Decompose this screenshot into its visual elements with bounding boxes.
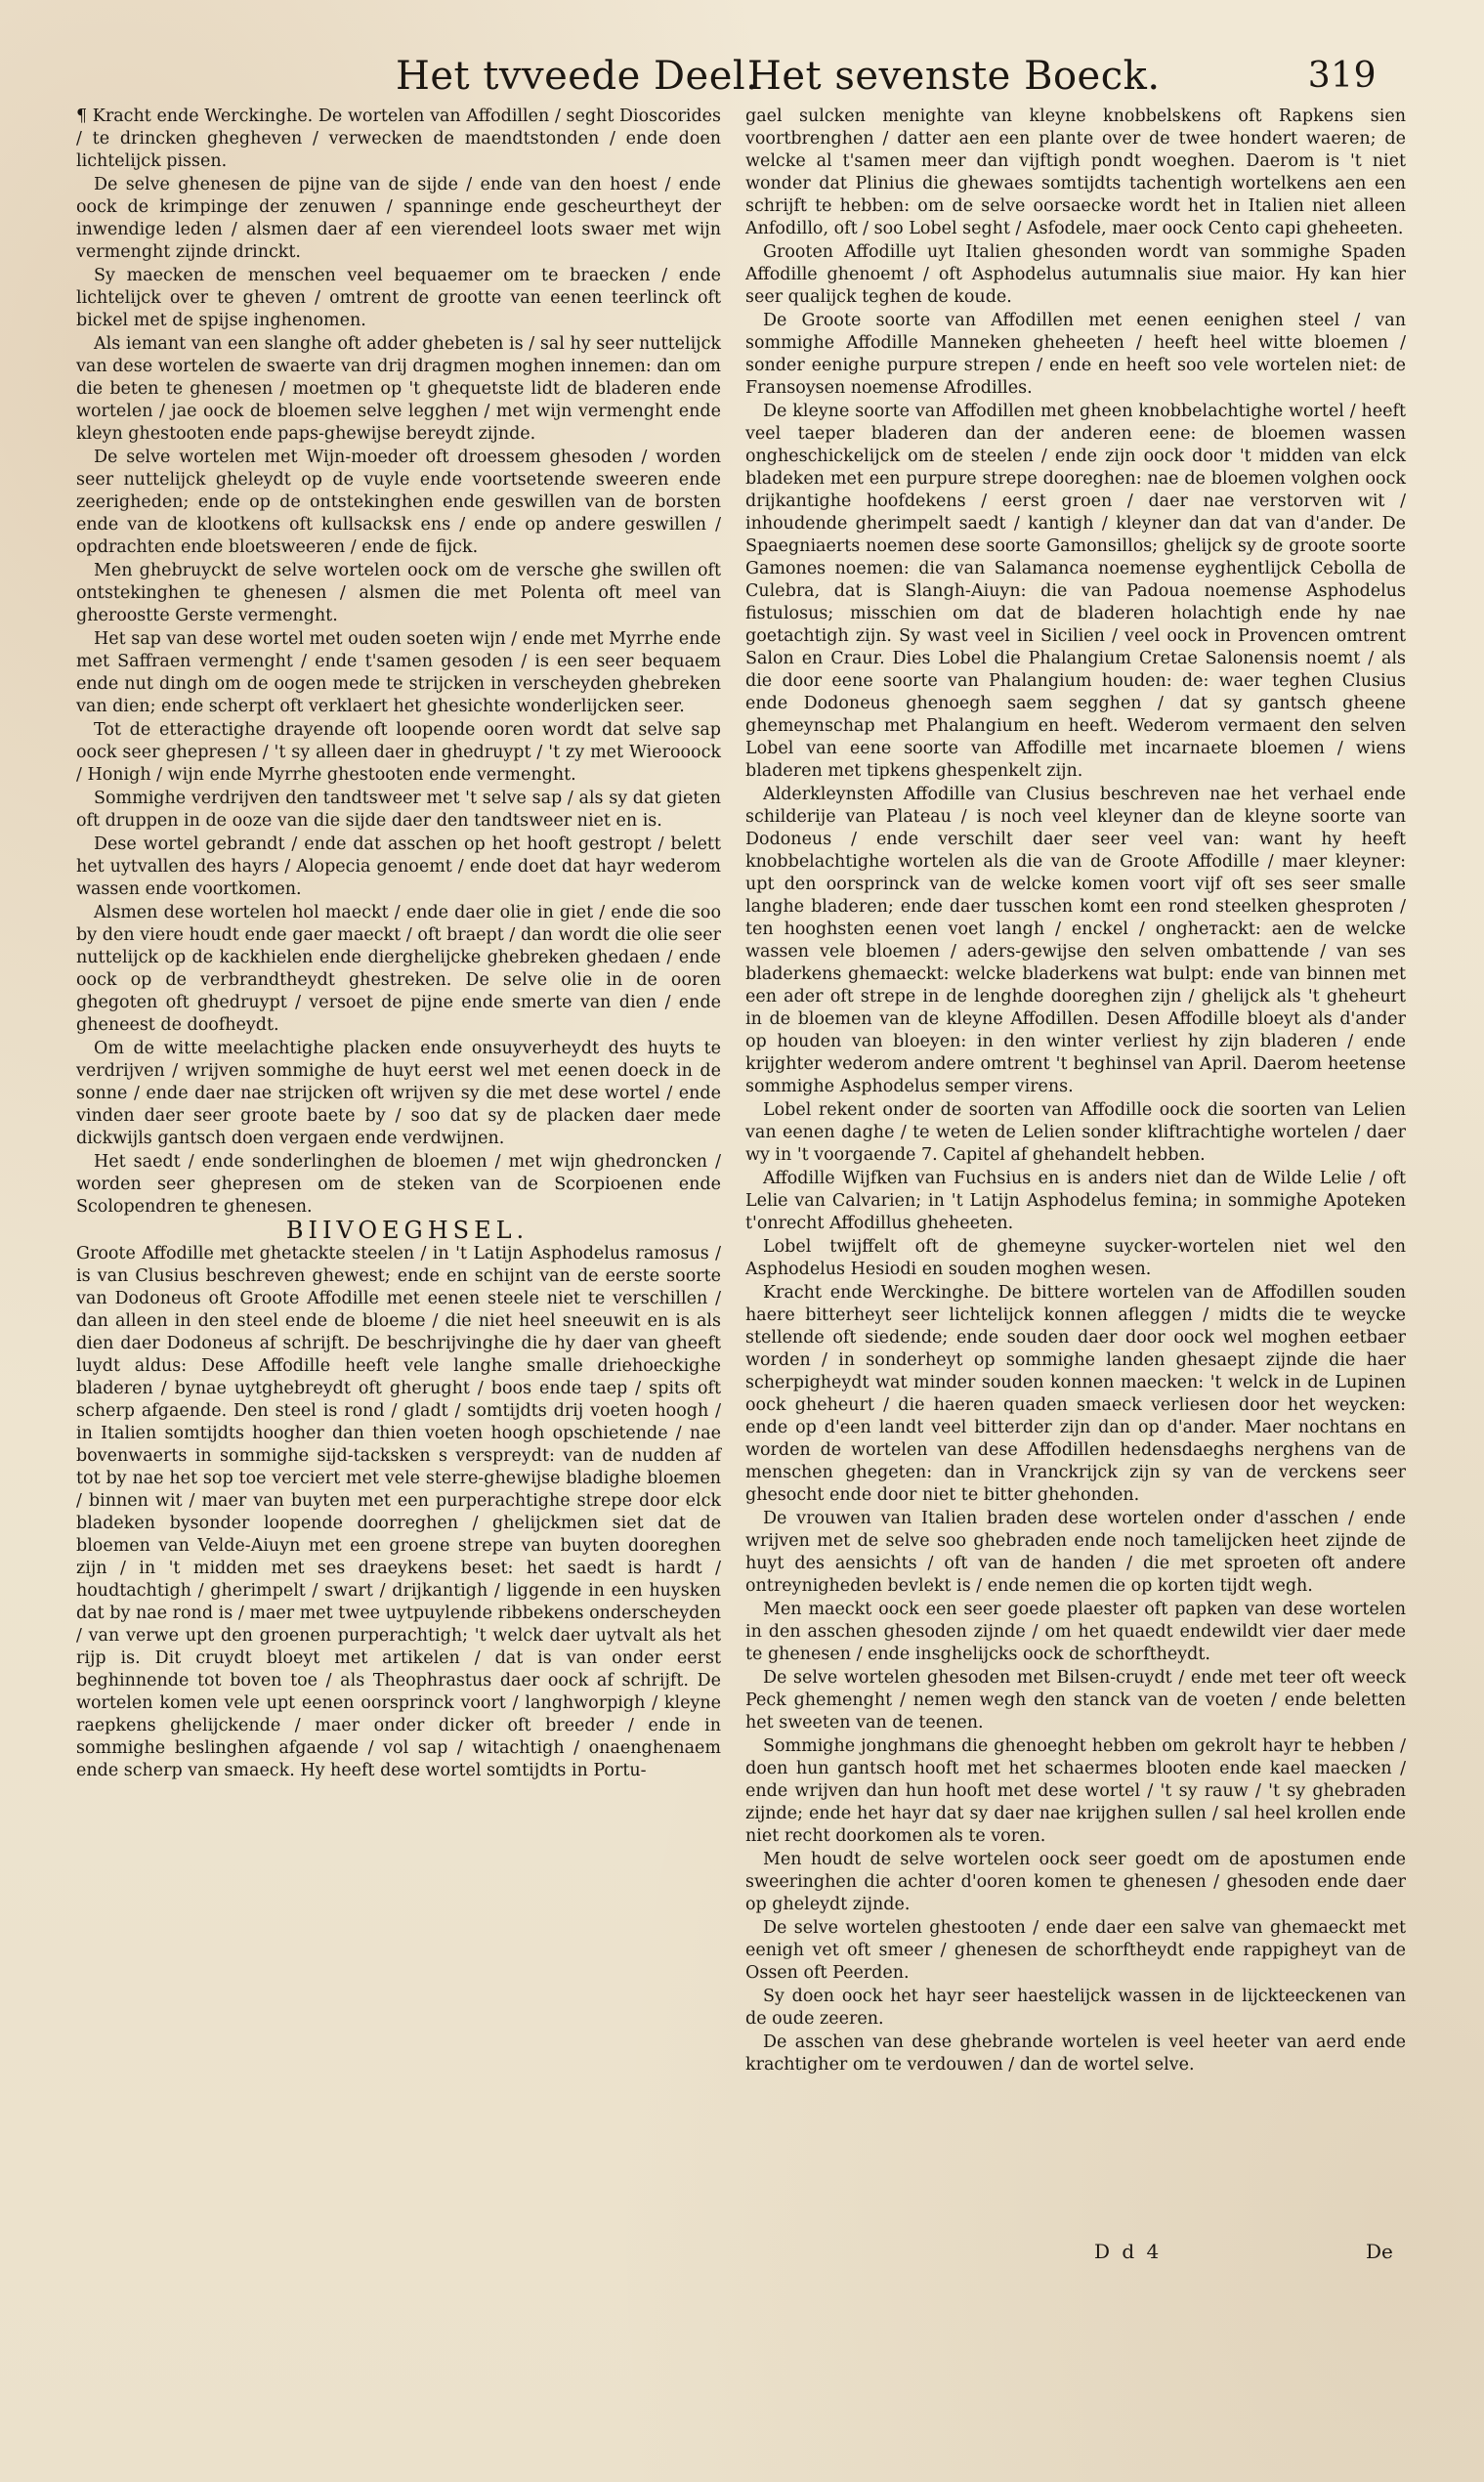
paragraph: De selve wortelen met Wijn-moeder oft droessem ghesoden / worden seer nuttelijck gheleydt op de vuyle ende voortsetende sweeren ende zeerigheden; ende op de ontstekinghen ende geswillen van de borsten ende van de klootkens oft kullsacksk ens / ende op andere geswillen / opdrachten ende bloetsweeren / ende de fijck. (76, 448, 721, 557)
paragraph: Als iemant van een slanghe oft adder ghebeten is / sal hy seer nuttelijck van dese wortelen de swaerte van drij dragmen moghen innemen: dan om die beten te ghenesen / moetmen op 't ghequetste lidt de bladeren ende wortelen / jae oock de bloemen selve legghen / met wijn vermenght ende kleyn ghestooten ende paps-ghewijse bereydt zijnde. (76, 334, 721, 444)
paragraph: Kracht ende Werckinghe. De bittere wortelen van de Affodillen souden haere bitterheyt seer lichtelijck konnen afleggen / midts die te weycke stellende oft siedende; ende souden daer door oock wel moghen eetbaer worden / in sonderheyt op sommighe landen ghesaept zijnde die haer scherpigheydt wat minder souden konnen maecken: 't welck in de Lupinen oock gheheurt / die haeren quaden smaeck verliesen door het weycken: ende op d'een landt veel bitterder zijn dan op d'ander. Maer nochtans en worden de wortelen van dese Affodillen hedensdaeghs nerghens van de menschen ghegeten: dan in Vranckrijck zijn sy van de verckens seer ghesocht ende door niet te bitter ghehonden. (745, 1283, 1406, 1505)
paragraph: ¶ Kracht ende Werckinghe. De wortelen van Affodillen / seght Dioscorides / te drincken ghegheven / verwecken de maendtstonden / ende doen lichtelijck pissen. (76, 107, 721, 171)
paragraph: De selve ghenesen de pijne van de sijde / ende van den hoest / ende oock de krimpinge der zenuwen / spanninge ende gescheurtheyt der inwendige leden / alsmen daer af een vierendeel loots swaer met wijn vermenght zijnde drinckt. (76, 175, 721, 262)
paragraph: Affodille Wijfken van Fuchsius en is anders niet dan de Wilde Lelie / oft Lelie van Calvarien; in 't Latijn Asphodelus femina; in sommighe Apoteken t'onrecht Affodillus gheheeten. (745, 1169, 1406, 1233)
header-book-title: Het sevenste Boeck. (747, 54, 1161, 99)
catchword: De (1366, 2240, 1393, 2263)
paragraph: De Groote soorte van Affodillen met eenen eenighen steel / van sommighe Affodille Manneken gheheeten / heeft heel witte bloemen / sonder eenighe purpure strepen / ende en heeft soo vele wortelen niet: de Fransoysen noemense Afrodilles. (745, 311, 1406, 398)
addendum-paragraph: Groote Affodille met ghetackte steelen / in 't Latijn Asphodelus ramosus / is van Clusius beschreven ghewest; ende en schijnt van de eerste soorte van Dodoneus oft Groote Affodille met eenen steele niet te verschillen / dan alleen in den steel ende de bloeme / die niet heel sneeuwit en is als dien daer Dodoneus af schrijft. De beschrijvinghe die hy daer van gheeft luydt aldus: Dese Affodille heeft vele langhe smalle driehoeckighe bladeren / bynae uytghebreydt oft gherught / boos ende taep / spits oft scherp afgaende. Den steel is rond / gladt / somtijdts drij voeten hoogh / in Italien somtijdts hoogher dan thien voeten hoogh opschietende / nae bovenwaerts in sommighe sijd-tacksken s verspreydt: van de nudden af tot by nae het sop toe verciert met vele sterre-ghewijse bladighe bloemen / binnen wit / maer van buyten met een purperachtighe strepe door elck bladeken bysonder loopende doorreghen / ghelijckmen siet dat de bloemen van Velde-Aiuyn met een groene strepe van buyten dooreghen zijn / in 't midden met ses draeykens beset: het saedt is hardt / houdtachtigh / gherimpelt / swart / drijkantigh / liggende in een huysken dat by nae rond is / maer met twee uytpuylende ribbekens onderscheyden / van verwe upt den groenen purperachtigh; 't welck daer uytvalt als het rijp is. Dit cruydt bloeyt met artikelen / dat is van onder eerst beghinnende tot boven toe / als Theophrastus daer oock af schrijft. De wortelen komen vele upt eenen oorsprinck voort / langhworpigh / kleyne raepkens ghelijckende / maer onder dicker oft breeder / ende in sommighe beslinghen afgaende / vol sap / witachtigh / onaenghenaem ende scherp van smaeck. Hy heeft dese wortel somtijdts in Portu- (76, 1244, 721, 1780)
paragraph: Men maeckt oock een seer goede plaester oft papken van dese wortelen in den asschen ghesoden zijnde / om het quaedt endewildt vier daer mede te ghenesen / ende insghelijcks oock de schorftheydt. (745, 1600, 1406, 1664)
paragraph: Sommighe jonghmans die ghenoeght hebben om gekrolt hayr te hebben / doen hun gantsch hooft met het schaermes blooten ende kael maecken / ende wrijven dan hun hooft met dese wortel / 't sy rauw / 't sy ghebraden zijnde; ende het hayr dat sy daer nae krijghen sullen / sal heel krollen ende niet recht doorkomen als te voren. (745, 1736, 1406, 1846)
right-column (745, 106, 1406, 2077)
paragraph: Men ghebruyckt de selve wortelen oock om de versche ghe swillen oft ontstekinghen te ghenesen / alsmen die met Polenta oft meel van gheroostte Gerste vermenght. (76, 561, 721, 625)
paragraph: Lobel rekent onder de soorten van Affodille oock die soorten van Lelien van eenen daghe / te weten de Lelien sonder kliftrachtighe wortelen / daer wy in 't voorgaende 7. Capitel af ghehandelt hebben. (745, 1100, 1406, 1165)
paragraph: Lobel twijffelt oft de ghemeyne suycker-wortelen niet wel den Asphodelus Hesiodi en souden moghen wesen. (745, 1237, 1406, 1279)
paragraph: Sy doen oock het hayr seer haestelijck wassen in de lijckteeckenen van de oude zeeren. (745, 1987, 1406, 2029)
page-number: 319 (1307, 56, 1377, 96)
paragraph: De vrouwen van Italien braden dese wortelen onder d'asschen / ende wrijven met de selve soo ghebraden ende noch tamelijcken heet zijnde de huyt des aensichts / oft van de handen / die met sproeten oft andere ontreynigheden bevlekt is / ende nemen die op korten tijdt wegh. (745, 1509, 1406, 1596)
paragraph: Het sap van dese wortel met ouden soeten wijn / ende met Myrrhe ende met Saffraen vermenght / ende t'samen gesoden / is een seer bequaem ende nut dingh om de oogen mede te strijcken in verscheyden ghebreken van dien; ende scherpt oft verklaert het ghesichte wonderlijcken seer. (76, 629, 721, 716)
running-header (396, 47, 1377, 106)
paragraph: Alsmen dese wortelen hol maeckt / ende daer olie in giet / ende die soo by den viere houdt ende gaer maeckt / oft braept / dan wordt die olie seer nuttelijck op de kackhielen ende dierghelijcke ghebreken ghedaen / ende oock op de verbrandtheydt ghestreken. De selve olie in de ooren ghegoten oft ghedruypt / versoet de pijne ende smerte van dien / ende ghenееst de doofheydt. (76, 903, 721, 1035)
paragraph: Men houdt de selve wortelen oock seer goedt om de apostumen ende sweeringhen die achter d'ooren komen te ghenesen / ghesoden ende daer op gheleydt zijnde. (745, 1850, 1406, 1914)
signature-mark: D d 4 (1094, 2240, 1163, 2263)
paragraph: Alderkleynsten Affodille van Clusius beschreven nae het verhael ende schilderije van Plateau / is noch veel kleyner dan de kleyne soorte van Dodoneus / ende verschilt daer seer veel van: want hy heeft knobbelachtighe wortelen als die van de Groote Affodille / maer kleyner: upt den oorsprinck van de welcke komen voort vijf oft ses seer smalle langhe bladeren; ende daer tusschen komt een rond steelken ghesproten / ten hooghsten eenen voet langh / enckel / ongheтackt: aen de welcke wassen vele bloemen / aders-gewijse den selven ombattende / van ses bladerkens ghemaeckt: welcke bladerkens wat bulpt: ende van binnen met een ader oft strepe in de lenghde dooreghen zijn / ghelijck als 't gheheurt in de bloemen van de kleyne Affodillen. Desen Affodille bloeyt als d'ander op houden van bloeyen: in den winter verliest hy zijn bladeren / ende krijghter wederom andere omtrent 't beghinsel van April. Daerom heetense sommighe Asphodelus semper virens. (745, 785, 1406, 1096)
header-part-title: Het tvveede Deel. (396, 54, 759, 99)
paragraph: Sy maecken de menschen veel bequaemer om te braecken / ende lichtelijck over te gheven / omtrent de grootte van eenen teerlinck oft bickel met de spijse inghenomen. (76, 266, 721, 330)
paragraph: Sommighe verdrijven den tandtsweer met 't selve sap / als sy dat gieten oft druppen in de ooze van die sijde daer den tandtsweer niet en is. (76, 789, 721, 831)
paragraph: Om de witte meelachtighe placken ende onsuyverheydt des huyts te verdrijven / wrijven sommighe de huyt eerst wel met eenen doeck in de sonne / ende daer nae strijcken oft wrijven sy die met dese wortel / ende vinden daer seer groote baete by / soo dat sy de placken daer mede dickwijls gantsch doen vergaen ende verdwijnen. (76, 1039, 721, 1148)
left-column (76, 106, 721, 1783)
paragraph: De selve wortelen ghestooten / ende daer een salve van ghemaeckt met eenigh vet oft smeer / ghenesen de schorftheydt ende rappigheyt van de Ossen oft Peerden. (745, 1918, 1406, 1983)
paragraph: De asschen van dese ghebrande wortelen is veel heeter van aerd ende krachtigher om te verdouwen / dan de wortel selve. (745, 2033, 1406, 2075)
paragraph: De selve wortelen ghesoden met Bilsen-cruydt / ende met teer oft weeck Peck ghemenght / nemen wegh den stanck van de voeten / ende beletten het sweeten van de teenen. (745, 1668, 1406, 1733)
paragraph: Tot de etteractighe drayende oft loopende ooren wordt dat selve sap oock seer ghepresen / 't sy alleen daer in ghedruypt / 't zy met Wierooock / Honigh / wijn ende Myrrhe ghestooten ende vermenght. (76, 720, 721, 785)
paragraph: Het saedt / ende sonderlinghen de bloemen / met wijn ghedroncken / worden seer ghepresen om de steken van de Scorpioenen ende Scolopendren te ghenesen. (76, 1152, 721, 1217)
paragraph: Dese wortel gebrandt / ende dat asschen op het hooft gestropt / belett het uytvallen des hayrs / Alopecia genoemt / ende doet dat hayr wederom wassen ende voortkomen. (76, 834, 721, 899)
paragraph: Grooten Affodille uyt Italien ghesonden wordt van sommighe Spaden Affodille ghenoemt / oft Asphodelus autumnalis siue maior. Hy kan hier seer qualijck teghen de koude. (745, 242, 1406, 307)
paragraph: gael sulcken menighte van kleyne knobbelskens oft Rapkens sien voortbrenghen / datter aen een plante over de twee hondert waeren; de welcke al t'samen meer dan vijftigh pondt woeghen. Daerom is 't niet wonder dat Plinius die ghewaes somtijdts tachentigh wortelkens aen een schrijft te hebben: om de selve oorsaecke wordt het in Italien niet alleen Anfodillo, oft / soo Lobel seght / Asfodele, maer oock Cento capi gheheeten. (745, 107, 1406, 238)
section-title: BIIVOEGHSEL. (285, 1217, 530, 1244)
paragraph: De kleyne soorte van Affodillen met gheen knobbelachtighe wortel / heeft veel taeper bladeren dan der anderen eene: de bloemen wassen ongheschickelijck om de steelen / ende zijn oock door 't midden van elck bladeken met een purpure strepe dooreghen: nae de bloemen volghen oock drijkantighe hoofdekens / eerst groen / daer nae verstorven wit / inhoudende gherimpelt saedt / kantigh / kleyner dan dat van d'ander. De Spaegniaerts noemen dese soorte Gamonsillos; ghelijck sy de groote soorte Gamones noemen: die van Salamanca noemense eyghentlijck Cebolla de Culebra, dat is Slangh-Aiuyn: die van Padoua noemense Asphodelus fistulosus; misschien om dat de bladeren holachtigh ende hy nae goetachtigh zijn. Sy wast veel in Sicilien / veel oock in Provencen omtrent Salon en Craur. Dies Lobel die Phalangium Cretae Salonensis noemt / als die door eene soorte van Phalangium houden: de: waer teghen Clusius ende Dodoneus ghenoegh saem segghen / dat sy gantsch gheene ghemeynschap met Phalangium en heeft. Wederom vermaent den selven Lobel van eene soorte van Affodille met incarnaete bloemen / wiens bladeren met tipkens ghespenkelt zijn. (745, 402, 1406, 781)
